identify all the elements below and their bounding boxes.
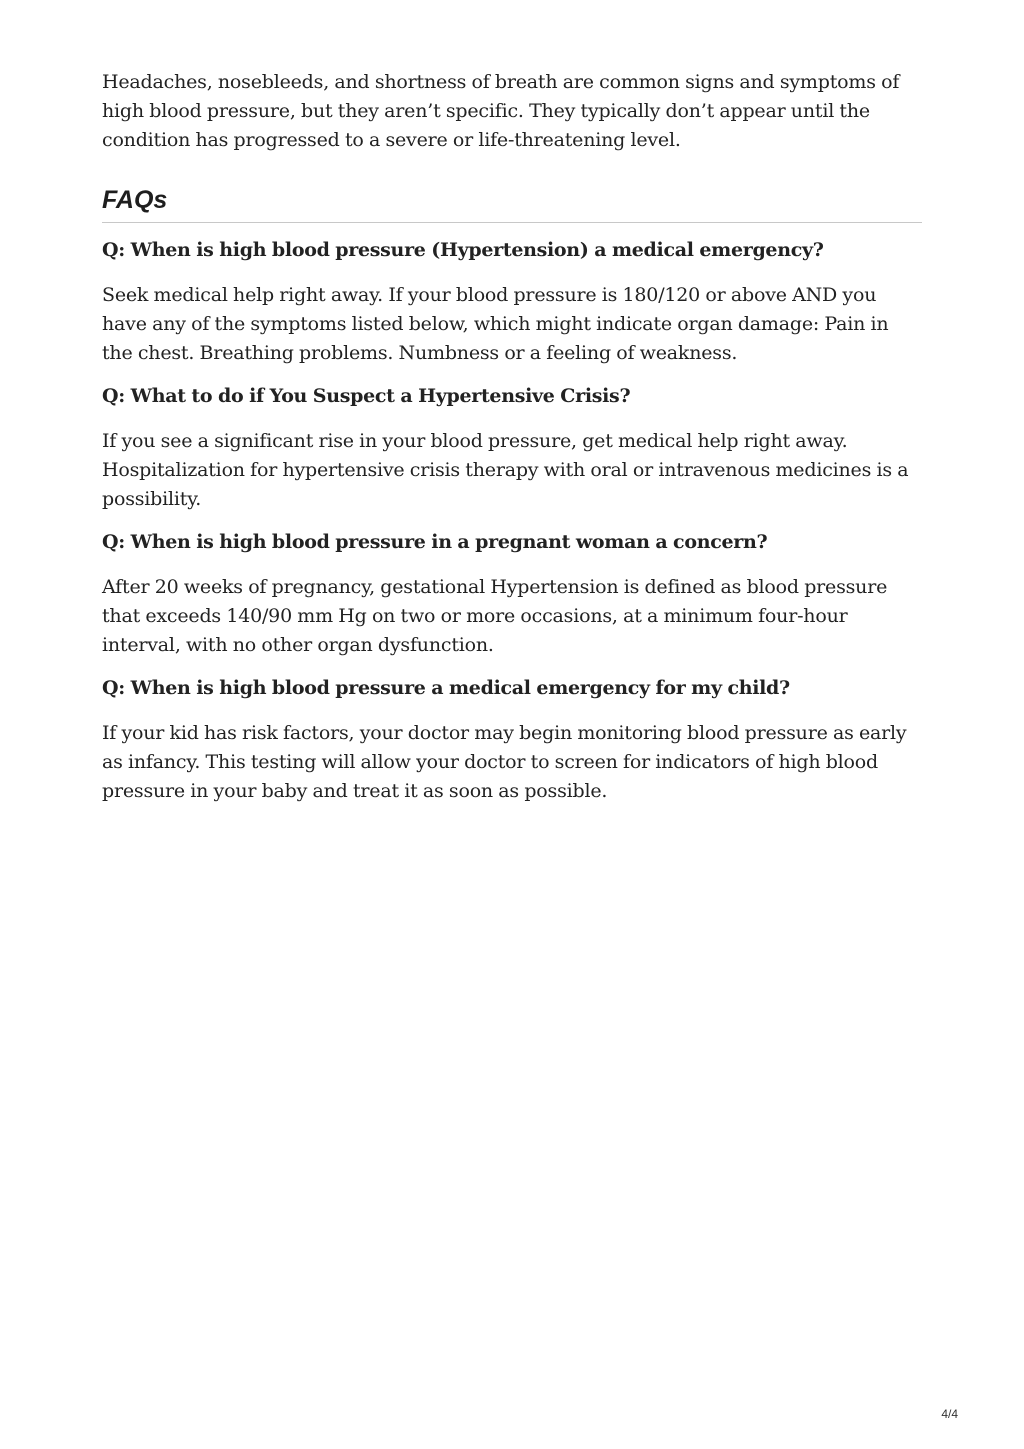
faq-answer: If your kid has risk factors, your doctor may begin monitoring blood pressure as early as infancy. This testing will allow your doctor to screen for indicators of high blood pressure in your baby and treat it as soon as possible. [102,722,907,802]
faq-item [102,236,922,368]
faq-question: Q: When is high blood pressure (Hypertension) a medical emergency? [102,239,824,261]
faqs-divider [102,222,922,223]
intro-paragraph: Headaches, nosebleeds, and shortness of breath are common signs and symptoms of high blood pressure, but they aren’t specific. They typically don’t appear until the condition has progressed to a severe or life-threatening level. [102,71,900,151]
page-number: 4/4 [941,1407,958,1421]
faq-item [102,382,922,514]
faq-question: Q: What to do if You Suspect a Hypertensive Crisis? [102,385,631,407]
faq-question: Q: When is high blood pressure in a pregnant woman a concern? [102,531,768,553]
faq-answer: After 20 weeks of pregnancy, gestational Hypertension is defined as blood pressure that exceeds 140/90 mm Hg on two or more occasions, at a minimum four-hour interval, with no other organ dysfunction. [102,576,888,656]
faq-answer: If you see a significant rise in your blood pressure, get medical help right away. Hospitalization for hypertensive crisis therapy with oral or intravenous medicines is a possibility. [102,430,909,510]
faq-question: Q: When is high blood pressure a medical emergency for my child? [102,677,790,699]
faq-answer: Seek medical help right away. If your blood pressure is 180/120 or above AND you have any of the symptoms listed below, which might indicate organ damage: Pain in the chest. Breathing problems. Numbness or a feeling of weakness. [102,284,889,364]
document-page [102,68,922,806]
faq-item [102,528,922,660]
faq-item [102,674,922,806]
faqs-heading: FAQs [102,186,168,214]
